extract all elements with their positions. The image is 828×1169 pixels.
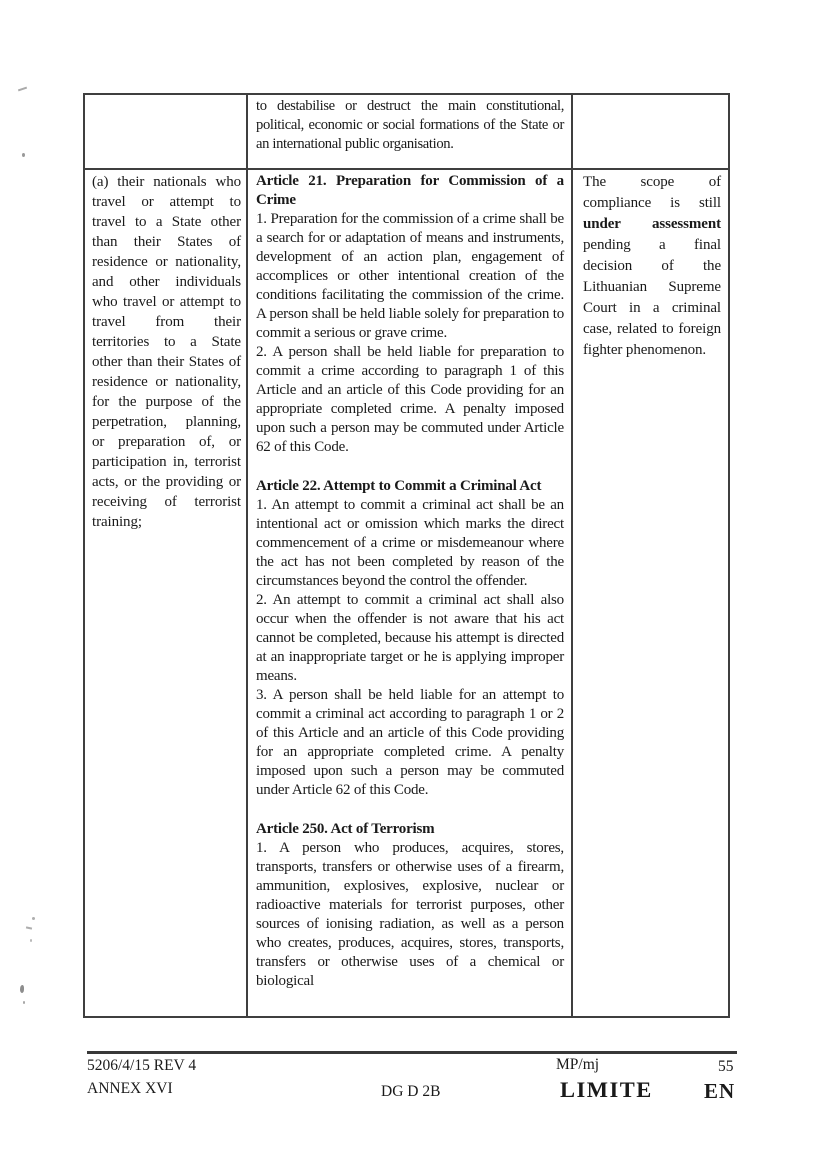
assessment-text-before: The scope of compliance is still — [583, 174, 721, 211]
scan-artifact — [22, 153, 25, 157]
footer-initials: MP/mj — [556, 1056, 600, 1073]
table-row-main — [85, 170, 728, 1016]
cell-empty-right — [573, 95, 728, 168]
footer-classification: LIMITE — [560, 1077, 653, 1102]
footer-annex: ANNEX XVI — [87, 1080, 173, 1097]
article-250-paragraph-1: 1. A person who produces, acquires, stores, transports, transfers or otherwise uses of a firearm, ammunition, explosives, explosive, nuclear or radioactive materials for terrorist purposes, other sources of ionising radiation, as well as a person who creates, produces, acquires, stores, transports, transfers or otherwise uses of a chemical or biological — [256, 840, 564, 989]
cell-compliance-assessment — [573, 170, 728, 1016]
assessment-text-after: pending a final decision of the Lithuanian Supreme Court in a criminal case, related to foreign fighter phenomenon. — [583, 237, 721, 358]
scan-artifact — [20, 985, 24, 993]
scan-artifact — [32, 917, 35, 920]
cell-provision-continued — [248, 95, 573, 168]
scan-artifact — [18, 87, 27, 92]
article-22-heading: Article 22. Attempt to Commit a Criminal Act — [256, 478, 542, 494]
directive-point-a-text: (a) their nationals who travel or attempt to travel to a State other than their States of residence or nationality, and other individuals who travel or attempt to travel from their territories to a State other than their States of residence or nationality, for the purpose of the perpetration, planning, or preparation of, or participation in, terrorist acts, or the providing or receiving of terrorist training; — [92, 174, 241, 530]
compliance-table — [83, 93, 730, 1018]
article-21-heading: Article 21. Preparation for Commission of a Crime — [256, 173, 564, 208]
footer-language: EN — [704, 1079, 736, 1103]
article-21-paragraph-2: 2. A person shall be held liable for preparation to commit a crime according to paragraph 1 of this Article and an article of this Code providing for an appropriate completed crime. A penalty imposed upon such a person may be commuted under Article 62 of this Code. — [256, 344, 564, 455]
footer-page-number: 55 — [718, 1058, 734, 1075]
table-row-provision-continued — [85, 95, 728, 170]
cell-empty-left — [85, 95, 248, 168]
article-22-paragraph-2: 2. An attempt to commit a criminal act shall also occur when the offender is not aware that his act cannot be completed, because his attempt is directed at an inappropriate target or he is applying improper means. — [256, 592, 564, 684]
footer-document-number: 5206/4/15 REV 4 — [87, 1057, 197, 1074]
scan-artifact — [30, 939, 32, 942]
article-22-paragraph-3: 3. A person shall be held liable for an attempt to commit a criminal act according to paragraph 1 or 2 of this Article and an article of this Code providing for an appropriate completed crime. A penalty imposed upon such a person may be commuted under Article 62 of this Code. — [256, 687, 564, 798]
provision-continued-text: to destabilise or destruct the main constitutional, political, economic or social formations of the State or an international public organisation. — [256, 98, 564, 152]
article-22-paragraph-1: 1. An attempt to commit a criminal act shall be an intentional act or omission which marks the direct commencement of a crime or misdemeanour where the act has not been completed by reason of the circumstances beyond the control the offender. — [256, 497, 564, 589]
footer-rule — [87, 1051, 737, 1054]
article-250-heading: Article 250. Act of Terrorism — [256, 821, 435, 837]
article-21-paragraph-1: 1. Preparation for the commission of a crime shall be a search for or adaptation of means and instruments, development of an action plan, engagement of accomplices or other intentional creation of the conditions facilitating the commission of the crime. A person shall be held liable solely for preparation to commit a serious or grave crime. — [256, 211, 564, 341]
scan-artifact — [26, 926, 32, 929]
compliance-assessment-text — [583, 172, 721, 361]
scan-artifact — [23, 1001, 25, 1004]
cell-directive-point-a — [85, 170, 248, 1016]
assessment-text-bold: under assessment — [583, 216, 721, 232]
cell-criminal-code-articles — [248, 170, 573, 1016]
footer-directorate: DG D 2B — [381, 1083, 441, 1100]
